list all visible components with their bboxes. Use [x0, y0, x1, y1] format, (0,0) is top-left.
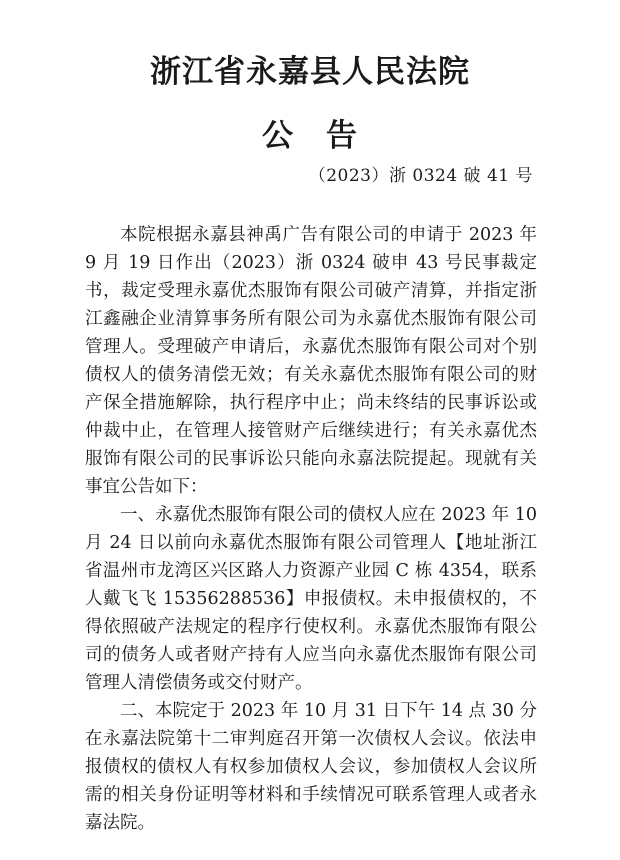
court-name-heading: 浙江省永嘉县人民法院 — [150, 54, 470, 90]
paragraph-claim-declaration: 一、永嘉优杰服饰有限公司的债权人应在 2023 年 10 月 24 日以前向永嘉优杰服饰有限公司管理人【地址浙江省温州市龙湾区兴区路人力资源产业园 C 栋 4354，联系人戴飞飞 15356288536】申报债权。未申报债权的，不得依照破产法规定的程序行使权利。永嘉优杰服饰有限公司的债务人或者财产持有人应当向永嘉优杰服饰有限公司管理人清偿债务或交付财产。 — [85, 505, 537, 693]
case-number: （2023）浙 0324 破 41 号 — [308, 166, 533, 186]
document-body — [85, 221, 537, 837]
paragraph-ruling-intro: 本院根据永嘉县神禹广告有限公司的申请于 2023 年 9 月 19 日作出（2023）浙 0324 破申 43 号民事裁定书，裁定受理永嘉优杰服饰有限公司破产清算，并指定浙江鑫融企业清算事务所有限公司为永嘉优杰服饰有限公司管理人。受理破产申请后，永嘉优杰服饰有限公司对个别债权人的债务清偿无效；有关永嘉优杰服饰有限公司的财产保全措施解除，执行程序中止；尚未终结的民事诉讼或仲裁中止，在管理人接管财产后继续进行；有关永嘉优杰服饰有限公司的民事诉讼只能向永嘉法院提起。现就有关事宜公告如下： — [85, 225, 537, 497]
paragraph-creditors-meeting: 二、本院定于 2023 年 10 月 31 日下午 14 点 30 分在永嘉法院第十二审判庭召开第一次债权人会议。依法申报债权的债权人有权参加债权人会议，参加债权人会议所需的相关身份证明等材料和手续情况可联系管理人或者永嘉法院。 — [85, 701, 537, 833]
document-title: 公 告 — [262, 118, 358, 154]
